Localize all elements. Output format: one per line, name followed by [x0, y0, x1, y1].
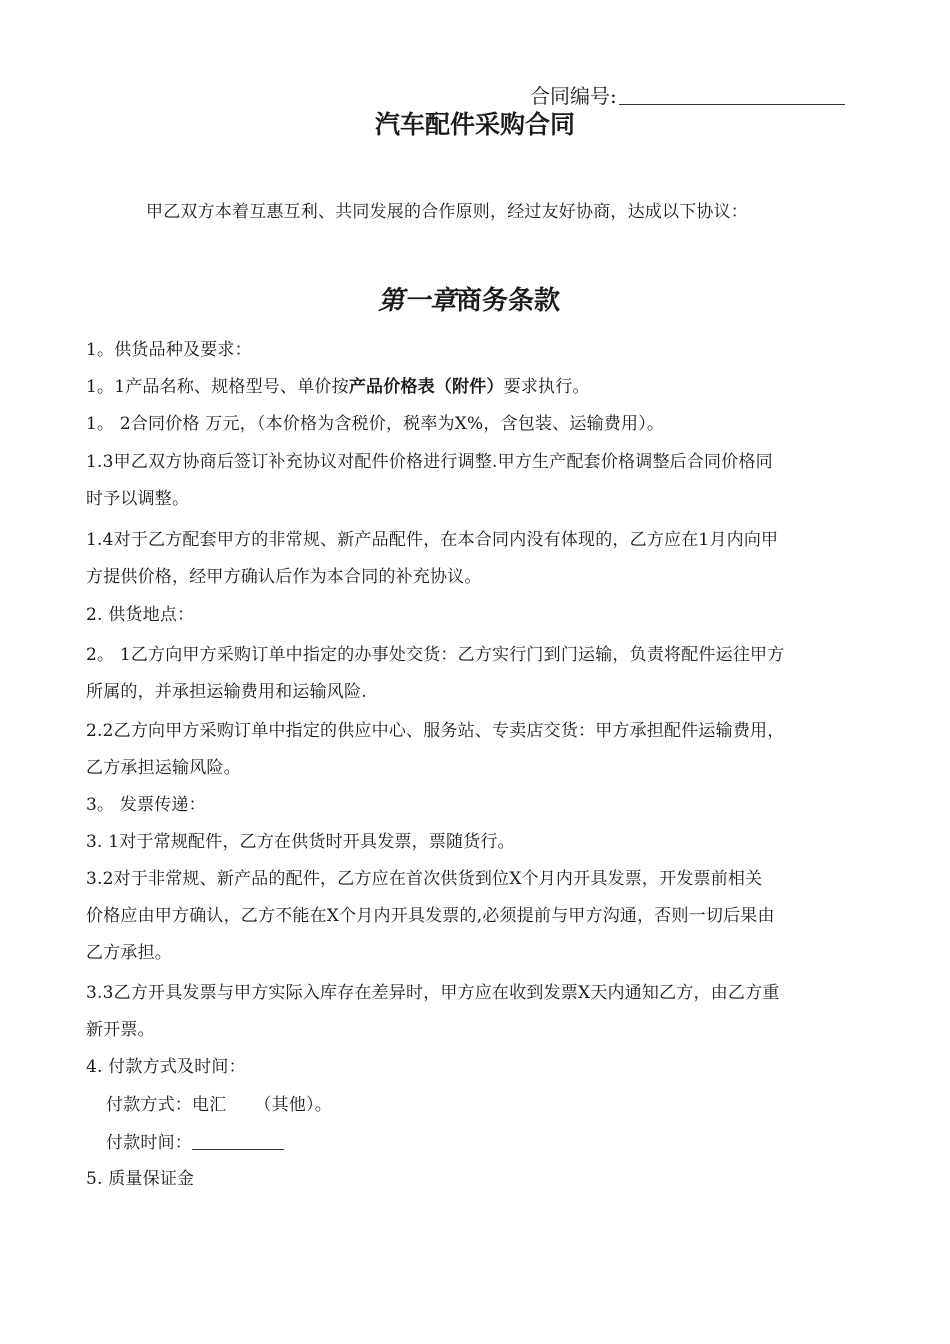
- clause-3-heading: 3。 发票传递：: [86, 795, 206, 815]
- clause-4-heading: 4. 付款方式及时间：: [86, 1057, 246, 1077]
- clause-1-4-line1: 1.4对于乙方配套甲方的非常规、新产品配件，在本合同内没有体现的，乙方应在1月内向甲: [86, 530, 779, 550]
- clause-2-heading: 2. 供货地点：: [86, 605, 195, 625]
- payment-time: [106, 1132, 284, 1153]
- clause-1-2: 1。 2合同价格 万元，（本价格为含税价，税率为X%，含包装、运输费用）。: [86, 414, 665, 434]
- clause-3-3-line1: 3.3乙方开具发票与甲方实际入库存在差异时，甲方应在收到发票X天内通知乙方，由乙方重: [86, 983, 780, 1003]
- clause-3-2-line1: 3.2对于非常规、新产品的配件，乙方应在首次供货到位X个月内开具发票，开发票前相关: [86, 869, 763, 889]
- clause-3-1: 3. 1对于常规配件，乙方在供货时开具发票，票随货行。: [86, 832, 515, 852]
- clause-1-3-line1: 1.3甲乙双方协商后签订补充协议对配件价格进行调整.甲方生产配套价格调整后合同价格同: [86, 452, 773, 472]
- chapter-number: 第一章: [378, 286, 457, 316]
- contract-number-blank: [619, 84, 845, 105]
- clause-2-1-line1: 2。 1乙方向甲方采购订单中指定的办事处交货：乙方实行门到门运输，负责将配件运往甲方: [86, 645, 785, 665]
- clause-3-3-line2: 新开票。: [86, 1020, 155, 1040]
- clause-1-3-line2: 时予以调整。: [86, 489, 190, 509]
- clause-1-1-bold: 产品价格表（附件）: [348, 377, 504, 397]
- clause-2-2-line2: 乙方承担运输风险。: [86, 758, 241, 778]
- chapter-name: 商务条款: [456, 286, 561, 316]
- clause-3-2-line3: 乙方承担。: [86, 943, 172, 963]
- clause-5-heading: 5. 质量保证金: [86, 1169, 195, 1189]
- clause-2-1-line2: 所属的，并承担运输费用和运输风险.: [86, 682, 367, 702]
- clause-1-4-line2: 方提供价格，经甲方确认后作为本合同的补充协议。: [86, 567, 482, 587]
- intro-paragraph: 甲乙双方本着互惠互利、共同发展的合作原则，经过友好协商，达成以下协议：: [146, 202, 748, 222]
- payment-time-blank: [192, 1132, 284, 1150]
- payment-method: 付款方式：电汇 （其他）。: [106, 1095, 332, 1115]
- clause-3-2-line2: 价格应由甲方确认，乙方不能在X个月内开具发票的,必须提前与甲方沟通，否则一切后果由: [86, 906, 775, 926]
- clause-1-1-suffix: 要求执行。: [503, 377, 590, 397]
- clause-1-1-prefix: 1。1产品名称、规格型号、单价按: [86, 377, 349, 397]
- contract-number-label: 合同编号:: [530, 84, 617, 108]
- contract-number: [530, 84, 845, 108]
- clause-1-heading: 1。供货品种及要求：: [86, 340, 252, 360]
- document-title: 汽车配件采购合同: [374, 110, 575, 139]
- payment-time-label: 付款时间：: [106, 1133, 192, 1153]
- clause-1-1: [86, 377, 590, 397]
- clause-2-2-line1: 2.2乙方向甲方采购订单中指定的供应中心、服务站、专卖店交货：甲方承担配件运输费用，: [86, 721, 785, 741]
- chapter-title: [378, 285, 560, 317]
